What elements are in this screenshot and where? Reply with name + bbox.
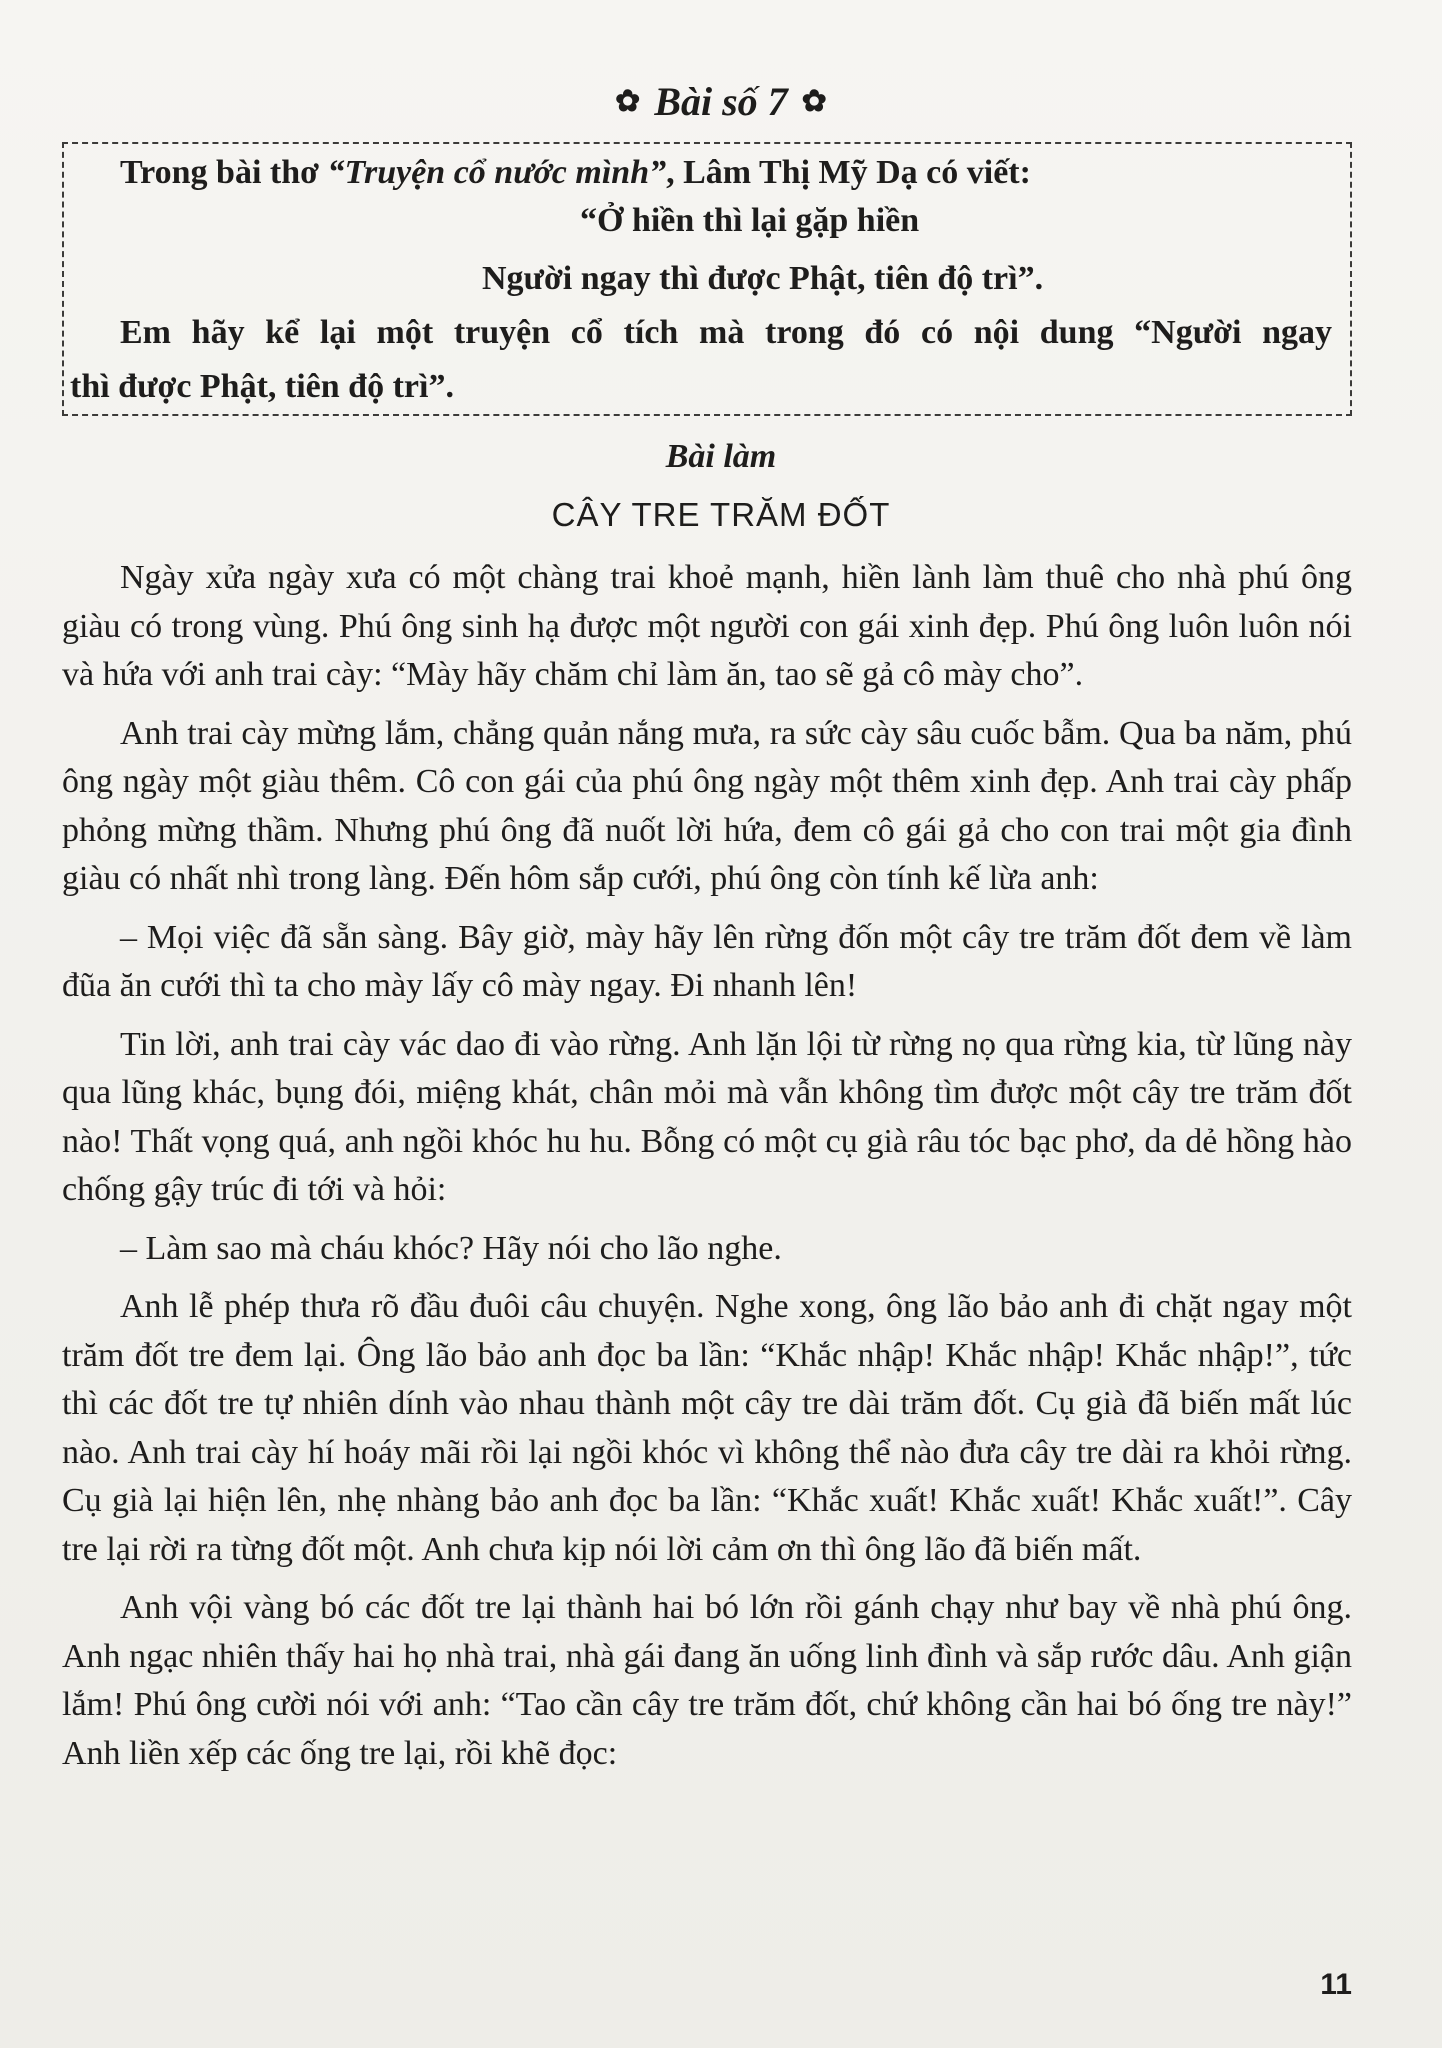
exercise-title: Bài số 7 [654, 79, 788, 124]
verse-line-2: Người ngay thì được Phật, tiên độ trì”. [482, 260, 1044, 297]
answer-label: Bài làm [665, 438, 777, 475]
prompt-intro [120, 154, 1031, 192]
task-line-1: Em hãy kể lại một truyện cổ tích mà trong đó có nội dung “Người ngay [120, 314, 1332, 351]
page-number: 11 [1320, 1968, 1352, 2001]
prompt-intro-post: , Lâm Thị Mỹ Dạ có viết: [666, 154, 1031, 191]
flower-ornament-icon: ✿ [615, 85, 641, 118]
paragraph: Anh trai cày mừng lắm, chẳng quản nắng mưa, ra sức cày sâu cuốc bẫm. Qua ba năm, phú ông ngày một giàu thêm. Cô con gái của phú ông ngày một thêm xinh đẹp. Anh trai cày phấp phỏng mừng thầm. Nhưng phú ông đã nuốt lời hứa, đem cô gái gả cho con trai một gia đình giàu có nhất nhì trong làng. Đến hôm sắp cưới, phú ông còn tính kế lừa anh: [62, 714, 1352, 897]
paragraph: Tin lời, anh trai cày vác dao đi vào rừng. Anh lặn lội từ rừng nọ qua rừng kia, từ lũng này qua lũng khác, bụng đói, miệng khát, chân mỏi mà vẫn không tìm được một cây tre trăm đốt nào! Thất vọng quá, anh ngồi khóc hu hu. Bỗng có một cụ già râu tóc bạc phơ, da dẻ hồng hào chống gậy trúc đi tới và hỏi: [62, 1025, 1352, 1208]
poem-title: “Truyện cổ nước mình” [327, 154, 667, 191]
task-line-2: thì được Phật, tiên độ trì”. [70, 368, 454, 405]
dialog-paragraph: – Làm sao mà cháu khóc? Hãy nói cho lão nghe. [120, 1229, 782, 1267]
story-body [62, 554, 1352, 1788]
story-title: CÂY TRE TRĂM ĐỐT [551, 496, 891, 533]
prompt-intro-pre: Trong bài thơ [120, 154, 328, 191]
dialog-paragraph: – Mọi việc đã sẵn sàng. Bây giờ, mày hãy lên rừng đốn một cây tre trăm đốt đem về làm đũa ăn cưới thì ta cho mày lấy cô mày ngay. Đi nhanh lên! [62, 918, 1352, 1004]
verse-line-1: “Ở hiền thì lại gặp hiền [580, 202, 920, 239]
paragraph: Anh vội vàng bó các đốt tre lại thành hai bó lớn rồi gánh chạy như bay về nhà phú ông. Anh ngạc nhiên thấy hai họ nhà trai, nhà gái đang ăn uống linh đình và sắp rước dâu. Anh giận lắm! Phú ông cười nói với anh: “Tao cần cây tre trăm đốt, chứ không cần hai bó ống tre này!” Anh liền xếp các ống tre lại, rồi khẽ đọc: [62, 1589, 1352, 1772]
prompt-box [62, 142, 1352, 416]
exercise-heading [0, 78, 1442, 125]
paragraph: Anh lễ phép thưa rõ đầu đuôi câu chuyện. Nghe xong, ông lão bảo anh đi chặt ngay một trăm đốt tre đem lại. Ông lão bảo anh đọc ba lần: “Khắc nhập! Khắc nhập! Khắc nhập!”, tức thì các đốt tre tự nhiên dính vào nhau thành một cây tre dài trăm đốt. Cụ già đã biến mất lúc nào. Anh trai cày hí hoáy mãi rồi lại ngồi khóc vì không thể nào đưa cây tre dài ra khỏi rừng. Cụ già lại hiện lên, nhẹ nhàng bảo anh đọc ba lần: “Khắc xuất! Khắc xuất! Khắc xuất!”. Cây tre lại rời ra từng đốt một. Anh chưa kịp nói lời cảm ơn thì ông lão đã biến mất. [62, 1288, 1352, 1568]
flower-ornament-icon: ✿ [801, 85, 827, 118]
paragraph: Ngày xửa ngày xưa có một chàng trai khoẻ mạnh, hiền lành làm thuê cho nhà phú ông giàu có trong vùng. Phú ông sinh hạ được một người con gái xinh đẹp. Phú ông luôn luôn nói và hứa với anh trai cày: “Mày hãy chăm chỉ làm ăn, tao sẽ gả cô mày cho”. [62, 559, 1352, 693]
